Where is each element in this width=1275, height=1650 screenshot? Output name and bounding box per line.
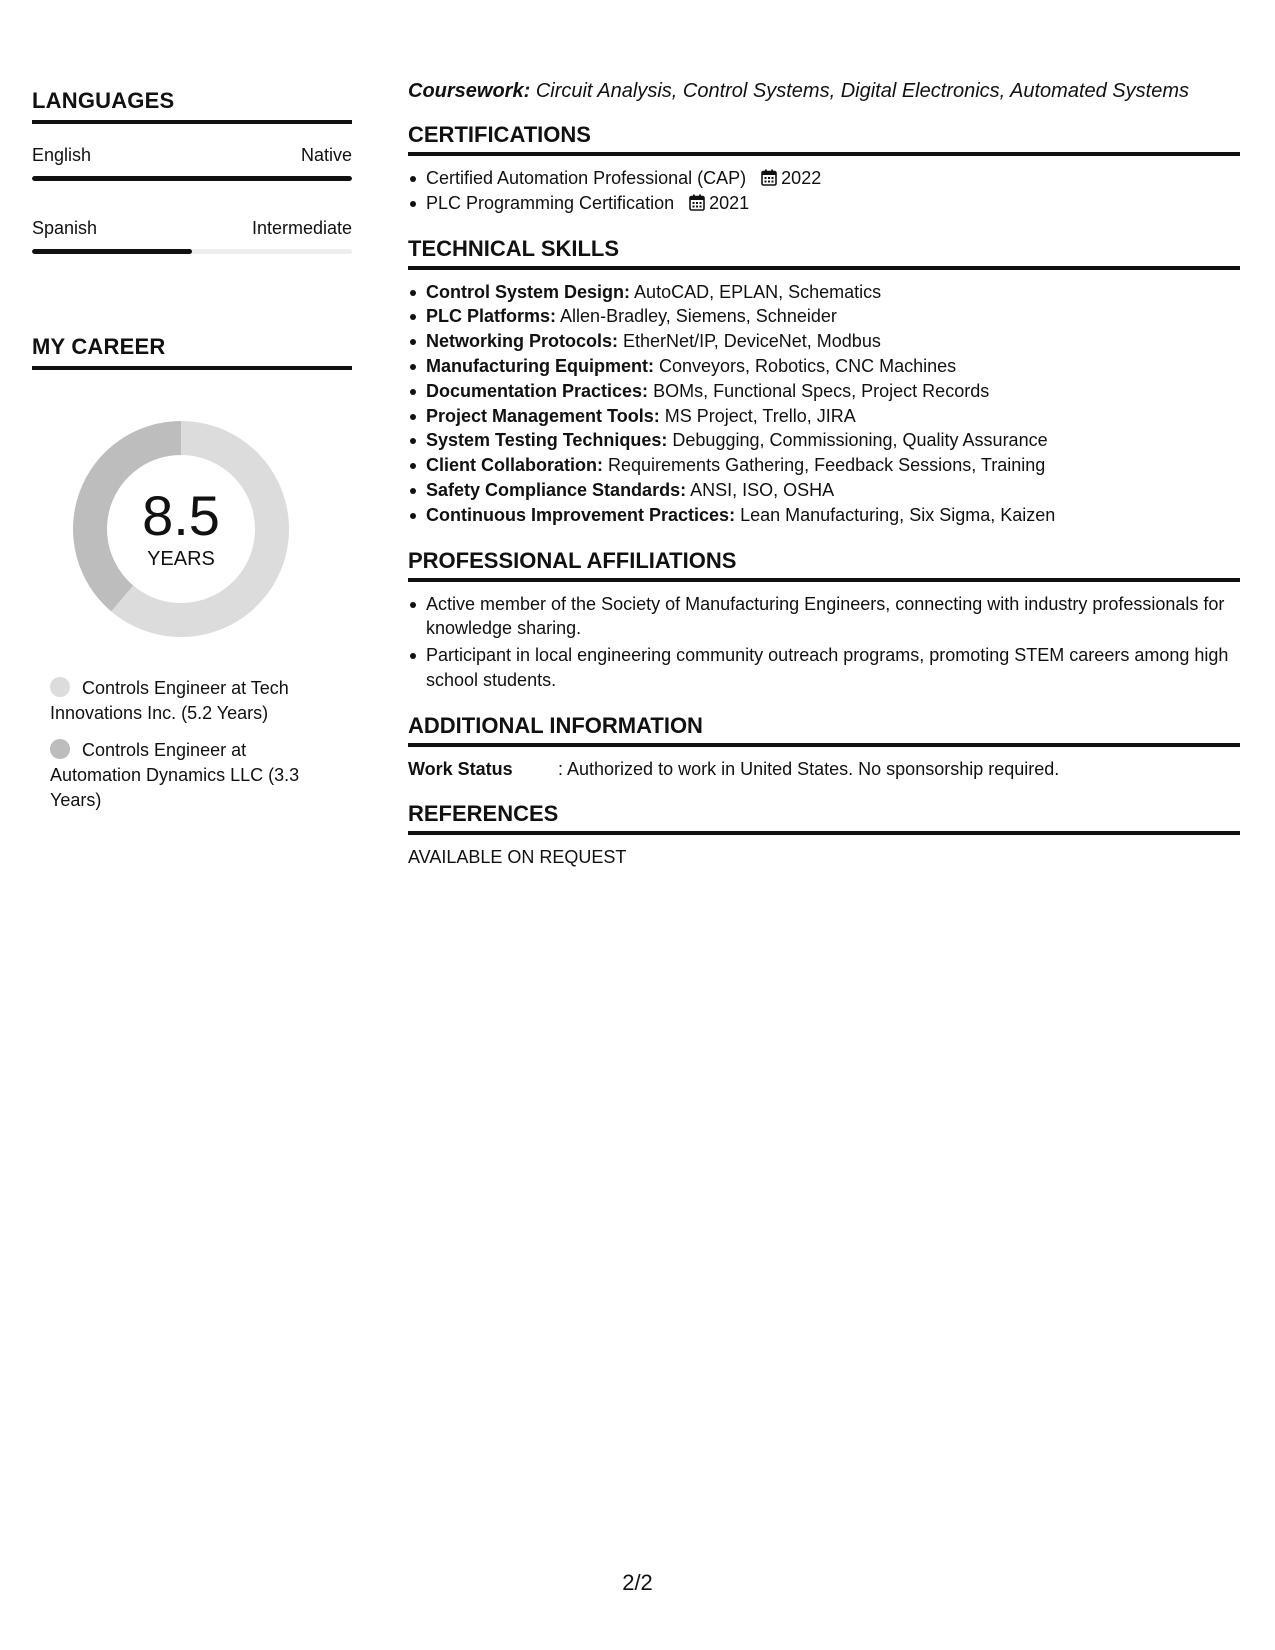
affiliations-heading: PROFESSIONAL AFFILIATIONS: [408, 548, 1240, 582]
skill-name: System Testing Techniques:: [426, 430, 668, 451]
skill-name: Project Management Tools:: [426, 405, 660, 426]
language-proficiency-bar: [32, 249, 352, 254]
list-item: [426, 404, 1240, 429]
skill-name: Continuous Improvement Practices:: [426, 504, 736, 525]
page-number: 2/2: [622, 1570, 653, 1595]
career-total-years: 8.5: [142, 484, 220, 547]
languages-heading: LANGUAGES: [32, 88, 352, 124]
technical-skills-section: [408, 236, 1240, 528]
list-item: [426, 304, 1240, 329]
main-content: [408, 78, 1240, 889]
skill-value: Allen-Bradley, Siemens, Schneider: [560, 306, 837, 327]
list-item: [426, 329, 1240, 354]
certifications-section: [408, 122, 1240, 216]
calendar-icon: [689, 194, 705, 211]
career-legend: [32, 676, 330, 813]
coursework-text: Circuit Analysis, Control Systems, Digital Electronics, Automated Systems: [535, 80, 1189, 102]
work-status-row: [408, 757, 1240, 781]
work-status-label: Work Status: [408, 758, 513, 779]
coursework: [408, 78, 1240, 104]
calendar-icon: [761, 169, 777, 186]
list-item: [426, 191, 1240, 216]
skill-value: MS Project, Trello, JIRA: [664, 405, 856, 426]
language-proficiency-fill: [32, 249, 192, 254]
skill-name: Documentation Practices:: [426, 380, 649, 401]
language-name: Spanish: [32, 218, 98, 238]
affiliations-section: [408, 548, 1240, 693]
additional-info-section: [408, 713, 1240, 781]
list-item: [426, 166, 1240, 191]
skill-value: Debugging, Commissioning, Quality Assurance: [672, 430, 1048, 451]
skill-value: Requirements Gathering, Feedback Sessions, Training: [608, 455, 1046, 476]
references-text: AVAILABLE ON REQUEST: [408, 846, 627, 867]
skill-value: Conveyors, Robotics, CNC Machines: [659, 355, 957, 376]
career-donut-chart: [66, 414, 296, 644]
list-item: [426, 453, 1240, 478]
list-item: [426, 478, 1240, 503]
language-spanish: [32, 217, 352, 254]
skill-name: Client Collaboration:: [426, 455, 603, 476]
references-section: [408, 801, 1240, 869]
skill-value: Lean Manufacturing, Six Sigma, Kaizen: [740, 504, 1056, 525]
work-status-value: : Authorized to work in United States. No sponsorship required.: [558, 758, 1060, 779]
list-item: Participant in local engineering community outreach programs, promoting STEM careers among high school students.: [426, 643, 1240, 693]
additional-info-heading: ADDITIONAL INFORMATION: [408, 713, 1240, 747]
skill-value: EtherNet/IP, DeviceNet, Modbus: [623, 331, 881, 352]
career-heading: MY CAREER: [32, 334, 352, 370]
list-item: [426, 503, 1240, 528]
career-entry-label: Controls Engineer at Automation Dynamics LLC (3.3 Years): [50, 740, 300, 810]
certification-year: 2021: [709, 192, 750, 213]
career-entry-label: Controls Engineer at Tech Innovations Inc. (5.2 Years): [50, 678, 289, 723]
language-level: Native: [300, 145, 352, 165]
list-item: [426, 379, 1240, 404]
references-heading: REFERENCES: [408, 801, 1240, 835]
technical-skills-list: [408, 280, 1240, 528]
career-legend-item: [50, 738, 330, 813]
skill-name: Control System Design:: [426, 281, 631, 302]
skill-name: Manufacturing Equipment:: [426, 355, 654, 376]
language-level: Intermediate: [251, 218, 352, 238]
skill-value: BOMs, Functional Specs, Project Records: [653, 380, 990, 401]
language-proficiency-bar: [32, 176, 352, 181]
legend-dot: [50, 739, 70, 759]
sidebar: [32, 88, 352, 825]
skill-name: PLC Platforms:: [426, 306, 557, 327]
career-legend-item: [50, 676, 330, 726]
skill-value: AutoCAD, EPLAN, Schematics: [634, 281, 882, 302]
legend-dot: [50, 677, 70, 697]
certification-year: 2022: [781, 168, 822, 188]
skill-name: Safety Compliance Standards:: [426, 479, 687, 500]
certification-name: PLC Programming Certification: [426, 192, 675, 213]
skill-value: ANSI, ISO, OSHA: [690, 479, 835, 500]
language-name: English: [32, 145, 92, 165]
career-total-unit: YEARS: [147, 548, 215, 570]
list-item: [426, 354, 1240, 379]
list-item: [426, 280, 1240, 305]
list-item: Active member of the Society of Manufacturing Engineers, connecting with industry professionals for knowledge sharing.: [426, 592, 1240, 642]
skill-name: Networking Protocols:: [426, 331, 619, 352]
certifications-heading: CERTIFICATIONS: [408, 122, 1240, 156]
certifications-list: [408, 166, 1240, 216]
certification-name: Certified Automation Professional (CAP): [426, 168, 747, 188]
language-proficiency-fill: [32, 176, 352, 181]
list-item: [426, 428, 1240, 453]
technical-skills-heading: TECHNICAL SKILLS: [408, 236, 1240, 270]
language-english: [32, 144, 352, 181]
coursework-label: Coursework:: [408, 80, 531, 102]
affiliations-list: [408, 592, 1240, 693]
